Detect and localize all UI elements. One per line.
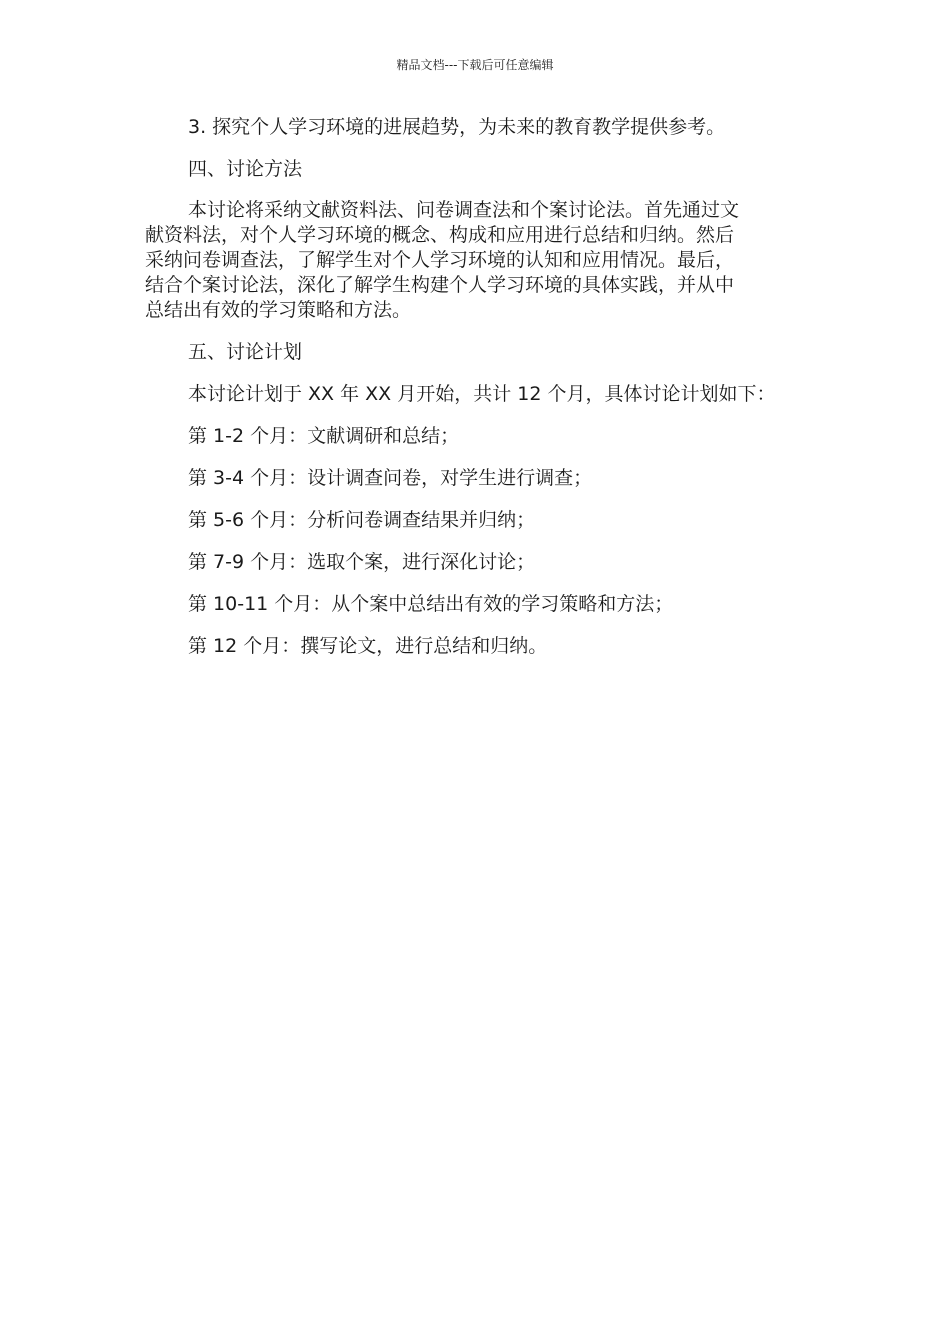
methods-line: 本讨论将采纳文献资料法、问卷调查法和个案讨论法。首先通过文 — [188, 199, 740, 221]
section-heading-methods: 四、讨论方法 — [188, 158, 303, 180]
plan-item: 第 10-11 个月：从个案中总结出有效的学习策略和方法； — [188, 593, 674, 615]
plan-item: 第 7-9 个月：选取个案，进行深化讨论； — [188, 551, 536, 573]
methods-paragraph — [145, 198, 805, 323]
plan-item: 第 3-4 个月：设计调查问卷，对学生进行调查； — [188, 467, 593, 489]
section-heading-plan: 五、讨论计划 — [188, 341, 303, 363]
document-body — [145, 114, 805, 659]
plan-item: 第 1-2 个月：文献调研和总结； — [188, 425, 460, 447]
methods-line: 结合个案讨论法，深化了解学生构建个人学习环境的具体实践，并从中 — [145, 274, 735, 296]
methods-line: 献资料法，对个人学习环境的概念、构成和应用进行总结和归纳。然后 — [145, 224, 735, 246]
plan-item: 第 12 个月：撰写论文，进行总结和归纳。 — [188, 635, 548, 657]
plan-intro: 本讨论计划于 XX 年 XX 月开始，共计 12 个月，具体讨论计划如下： — [188, 383, 776, 405]
goal-item-3: 3. 探究个人学习环境的进展趋势，为未来的教育教学提供参考。 — [188, 116, 726, 138]
methods-line: 采纳问卷调查法，了解学生对个人学习环境的认知和应用情况。最后， — [145, 249, 735, 271]
page-header: 精品文档---下载后可任意编辑 — [396, 58, 554, 72]
plan-item: 第 5-6 个月：分析问卷调查结果并归纳； — [188, 509, 536, 531]
methods-line: 总结出有效的学习策略和方法。 — [145, 299, 412, 321]
